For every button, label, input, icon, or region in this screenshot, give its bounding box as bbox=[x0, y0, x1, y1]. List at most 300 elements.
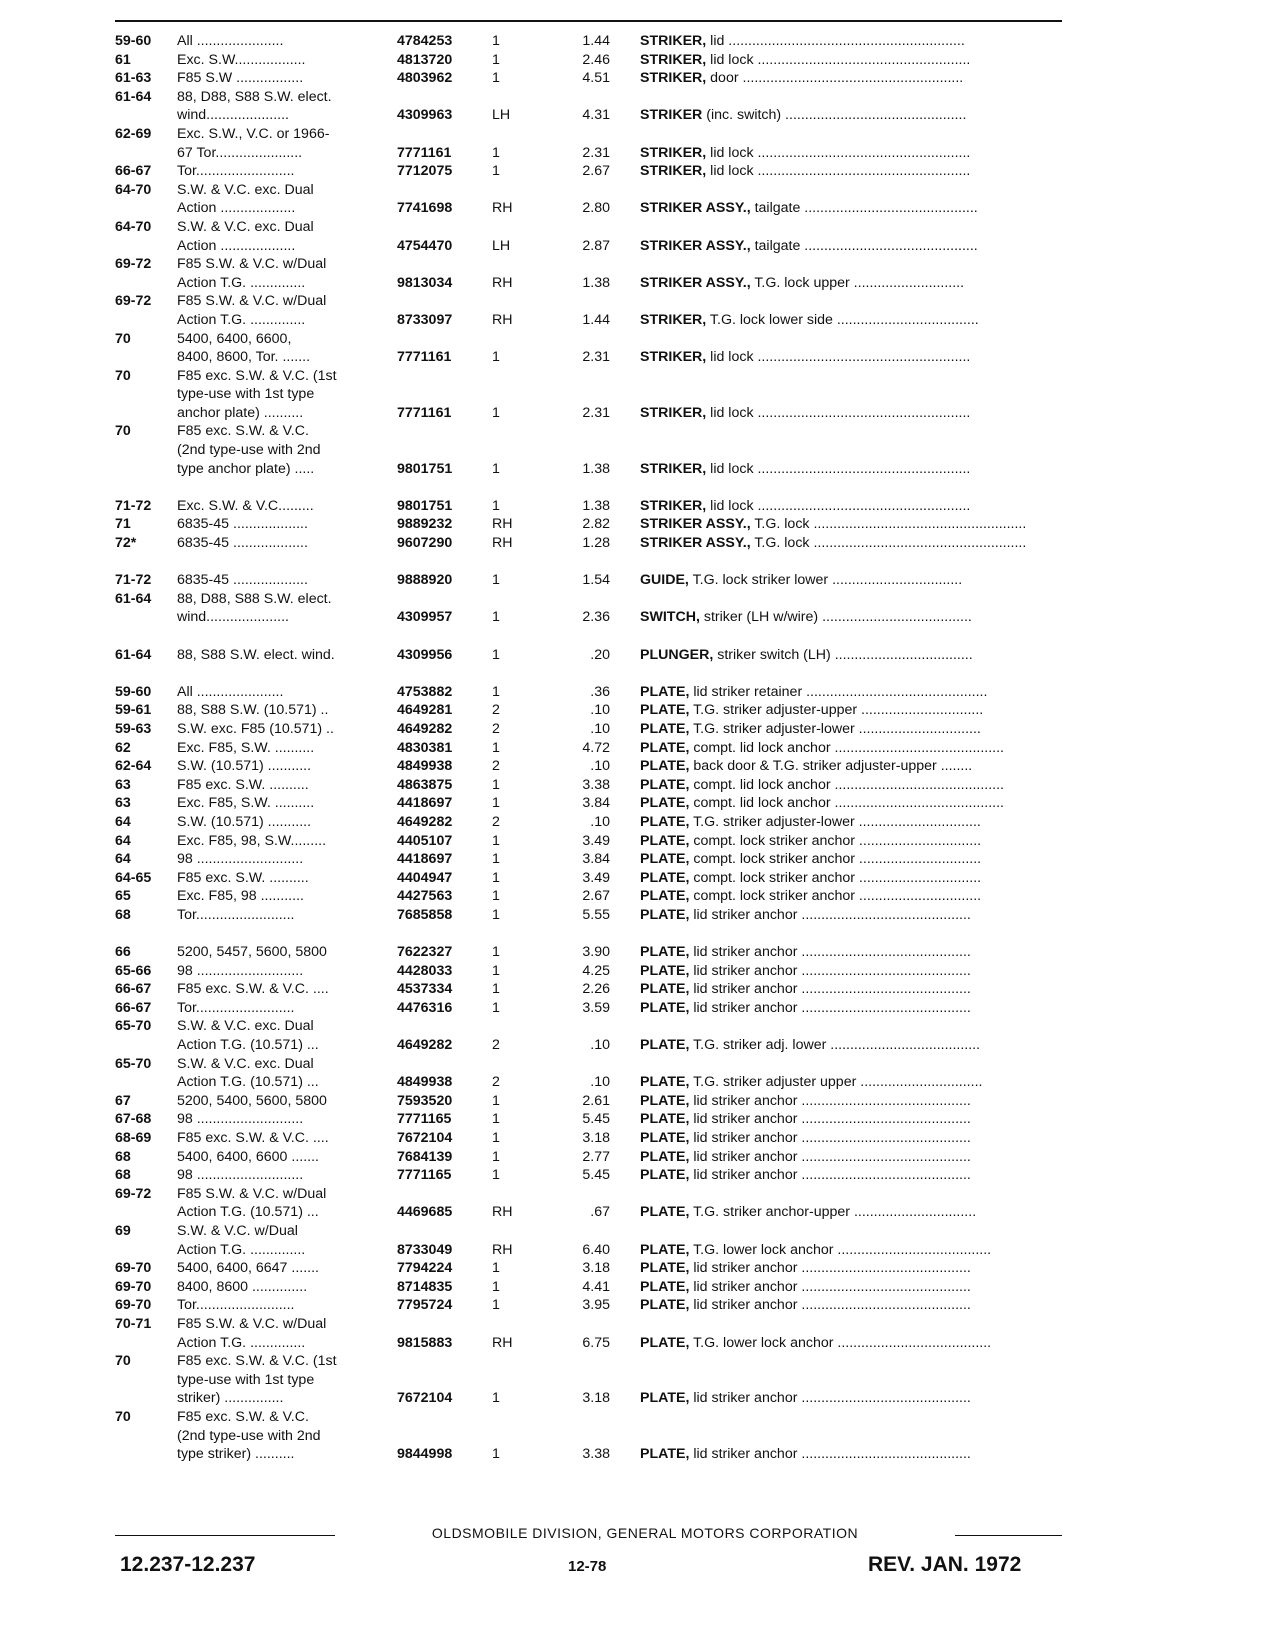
year-cell: 67-68 bbox=[115, 1111, 152, 1128]
description-cell bbox=[640, 1278, 1070, 1297]
part-name: STRIKER, bbox=[640, 497, 707, 514]
price-cell: .36 bbox=[590, 683, 610, 700]
model-cell: (2nd type-use with 2nd bbox=[177, 442, 321, 459]
revision-date: REV. JAN. 1972 bbox=[868, 1553, 1022, 1576]
year-cell: 70 bbox=[115, 330, 131, 347]
table-row bbox=[115, 1334, 1070, 1353]
part-number-cell: 8733097 bbox=[397, 311, 453, 328]
part-number-cell: 7794224 bbox=[397, 1260, 453, 1277]
table-row bbox=[115, 1408, 1070, 1427]
footer-rule-left bbox=[115, 1535, 335, 1536]
quantity-cell: 2 bbox=[492, 813, 500, 830]
model-cell: Exc. F85, S.W. .......... bbox=[177, 739, 315, 756]
model-cell: type-use with 1st type bbox=[177, 386, 315, 403]
table-row bbox=[115, 515, 1070, 534]
price-cell: 2.31 bbox=[582, 349, 610, 366]
model-cell: All ...................... bbox=[177, 683, 284, 700]
model-cell: Action T.G. .............. bbox=[177, 311, 306, 328]
quantity-cell: 1 bbox=[492, 1111, 500, 1128]
description-cell bbox=[640, 274, 1070, 293]
part-description: lid striker anchor ........................................... bbox=[693, 1130, 971, 1147]
description-cell bbox=[640, 106, 1070, 125]
model-cell: Tor......................... bbox=[177, 163, 295, 180]
page-number: 12-78 bbox=[568, 1558, 607, 1575]
model-cell: Exc. F85, 98, S.W......... bbox=[177, 832, 327, 849]
part-number-cell: 7771161 bbox=[397, 349, 452, 366]
part-number-cell: 7741698 bbox=[397, 200, 453, 217]
quantity-cell: 1 bbox=[492, 163, 500, 180]
table-row bbox=[115, 1427, 1070, 1446]
model-cell: S.W. (10.571) ........... bbox=[177, 813, 312, 830]
part-number-cell: 4753882 bbox=[397, 683, 453, 700]
description-cell bbox=[640, 237, 1070, 256]
description-cell bbox=[640, 1148, 1070, 1167]
table-row bbox=[115, 255, 1070, 274]
quantity-cell: 2 bbox=[492, 720, 500, 737]
table-row bbox=[115, 144, 1070, 163]
part-name: PLATE, bbox=[640, 1092, 690, 1109]
price-cell: 4.31 bbox=[582, 107, 610, 124]
table-row bbox=[115, 980, 1070, 999]
price-cell: 2.80 bbox=[582, 200, 610, 217]
price-cell: 3.49 bbox=[582, 832, 610, 849]
table-row bbox=[115, 1166, 1070, 1185]
model-cell: F85 exc. S.W. & V.C. .... bbox=[177, 981, 329, 998]
description-cell bbox=[640, 1129, 1070, 1148]
description-cell bbox=[640, 962, 1070, 981]
description-cell bbox=[640, 850, 1070, 869]
year-cell: 59-60 bbox=[115, 683, 152, 700]
part-name: STRIKER bbox=[640, 107, 703, 124]
price-cell: 3.18 bbox=[582, 1390, 610, 1407]
table-row bbox=[115, 88, 1070, 107]
part-name: PLATE, bbox=[640, 869, 690, 886]
description-cell bbox=[640, 776, 1070, 795]
model-cell: 88, D88, S88 S.W. elect. bbox=[177, 590, 332, 607]
quantity-cell: LH bbox=[492, 237, 511, 254]
table-row bbox=[115, 943, 1070, 962]
table-row bbox=[115, 1110, 1070, 1129]
year-cell: 68 bbox=[115, 1148, 131, 1165]
quantity-cell: RH bbox=[492, 516, 513, 533]
model-cell: 5400, 6400, 6600 ....... bbox=[177, 1148, 319, 1165]
table-row bbox=[115, 608, 1070, 627]
part-name: PLATE, bbox=[640, 1111, 690, 1128]
part-description: striker switch (LH) ................................... bbox=[717, 646, 973, 663]
model-cell: Action ................... bbox=[177, 200, 296, 217]
part-description: T.G. lower lock anchor ....................................... bbox=[693, 1241, 992, 1258]
table-row bbox=[115, 534, 1070, 553]
model-cell: Action T.G. .............. bbox=[177, 1334, 306, 1351]
quantity-cell: 1 bbox=[492, 33, 500, 49]
part-name: STRIKER ASSY., bbox=[640, 535, 751, 552]
table-row bbox=[115, 850, 1070, 869]
table-row bbox=[115, 1203, 1070, 1222]
quantity-cell: LH bbox=[492, 107, 511, 124]
price-cell: 3.59 bbox=[582, 999, 610, 1016]
description-cell bbox=[640, 1203, 1070, 1222]
description-cell bbox=[640, 515, 1070, 534]
part-number-cell: 4309956 bbox=[397, 646, 453, 663]
quantity-cell: 1 bbox=[492, 1167, 500, 1184]
model-cell: Action T.G. (10.571) ... bbox=[177, 1037, 319, 1054]
part-description: tailgate ............................................ bbox=[754, 200, 978, 217]
table-row bbox=[115, 590, 1070, 609]
table-row bbox=[115, 237, 1070, 256]
part-number-cell: 4405107 bbox=[397, 832, 453, 849]
part-description: lid striker anchor ........................................... bbox=[693, 1297, 971, 1314]
part-description: lid lock ...................................................... bbox=[710, 404, 971, 421]
quantity-cell: 1 bbox=[492, 869, 500, 886]
part-name: PLATE, bbox=[640, 1037, 690, 1054]
quantity-cell: RH bbox=[492, 200, 513, 217]
part-number-cell: 4863875 bbox=[397, 776, 453, 793]
table-row bbox=[115, 683, 1070, 702]
description-cell bbox=[640, 720, 1070, 739]
description-cell bbox=[640, 51, 1070, 70]
part-number-cell: 4469685 bbox=[397, 1204, 453, 1221]
quantity-cell: 1 bbox=[492, 1390, 500, 1407]
year-cell: 61 bbox=[115, 51, 131, 68]
table-row bbox=[115, 1055, 1070, 1074]
quantity-cell: 1 bbox=[492, 404, 500, 421]
model-cell: 5200, 5400, 5600, 5800 bbox=[177, 1092, 327, 1109]
part-name: PLATE, bbox=[640, 1167, 690, 1184]
part-description: lid striker anchor ........................................... bbox=[693, 981, 971, 998]
description-cell bbox=[640, 1259, 1070, 1278]
quantity-cell: 2 bbox=[492, 758, 500, 775]
quantity-cell: 1 bbox=[492, 962, 500, 979]
footer-rule-right bbox=[955, 1535, 1062, 1536]
table-row bbox=[115, 367, 1070, 386]
price-cell: .10 bbox=[590, 702, 610, 719]
year-cell: 69-70 bbox=[115, 1297, 152, 1314]
model-cell: F85 S.W. & V.C. w/Dual bbox=[177, 1185, 327, 1202]
model-cell: S.W. & V.C. exc. Dual bbox=[177, 1018, 314, 1035]
year-cell: 70 bbox=[115, 367, 131, 384]
table-row bbox=[115, 292, 1070, 311]
year-cell: 66-67 bbox=[115, 981, 152, 998]
part-name: PLATE, bbox=[640, 981, 690, 998]
table-row bbox=[115, 1017, 1070, 1036]
part-description: (inc. switch) .............................................. bbox=[706, 107, 967, 124]
price-cell: 6.75 bbox=[582, 1334, 610, 1351]
part-description: lid lock ...................................................... bbox=[710, 144, 971, 161]
description-cell bbox=[640, 683, 1070, 702]
part-description: T.G. striker adjuster-upper ............................... bbox=[693, 702, 984, 719]
quantity-cell: 1 bbox=[492, 349, 500, 366]
table-row bbox=[115, 460, 1070, 479]
part-number-cell: 7622327 bbox=[397, 944, 453, 961]
year-cell: 65-66 bbox=[115, 962, 152, 979]
part-description: T.G. lock lower side .................................... bbox=[709, 311, 979, 328]
description-cell bbox=[640, 1166, 1070, 1185]
year-cell: 70-71 bbox=[115, 1315, 152, 1332]
part-number-cell: 7593520 bbox=[397, 1092, 453, 1109]
quantity-cell: 1 bbox=[492, 1260, 500, 1277]
part-description: lid striker anchor ........................................... bbox=[693, 944, 971, 961]
quantity-cell: 1 bbox=[492, 851, 500, 868]
price-cell: 2.82 bbox=[582, 516, 610, 533]
model-cell: S.W. & V.C. exc. Dual bbox=[177, 218, 314, 235]
part-name: STRIKER, bbox=[640, 460, 707, 477]
table-row bbox=[115, 1278, 1070, 1297]
year-cell: 63 bbox=[115, 795, 131, 812]
price-cell: .10 bbox=[590, 720, 610, 737]
part-number-cell: 7672104 bbox=[397, 1390, 453, 1407]
part-number-cell: 7795724 bbox=[397, 1297, 453, 1314]
part-description: tailgate ............................................ bbox=[754, 237, 978, 254]
price-cell: 1.54 bbox=[582, 572, 610, 589]
part-name: STRIKER ASSY., bbox=[640, 516, 751, 533]
model-cell: 6835-45 ................... bbox=[177, 535, 308, 552]
top-rule bbox=[115, 20, 1062, 22]
table-row bbox=[115, 497, 1070, 516]
model-cell: 8400, 8600, Tor. ....... bbox=[177, 349, 311, 366]
model-cell: Exc. S.W. & V.C......... bbox=[177, 497, 314, 514]
description-cell bbox=[640, 739, 1070, 758]
part-name: PLATE, bbox=[640, 1130, 690, 1147]
footer-division: OLDSMOBILE DIVISION, GENERAL MOTORS CORPORATION bbox=[335, 1525, 955, 1541]
part-number-cell: 4404947 bbox=[397, 869, 453, 886]
part-name: STRIKER ASSY., bbox=[640, 274, 751, 291]
year-cell: 66-67 bbox=[115, 999, 152, 1016]
year-cell: 59-60 bbox=[115, 33, 152, 49]
price-cell: .10 bbox=[590, 813, 610, 830]
table-row bbox=[115, 69, 1070, 88]
description-cell bbox=[640, 608, 1070, 627]
model-cell: S.W. exc. F85 (10.571) .. bbox=[177, 720, 334, 737]
part-description: lid striker retainer .............................................. bbox=[693, 683, 988, 700]
part-name: PLATE, bbox=[640, 776, 690, 793]
table-row bbox=[115, 32, 1070, 51]
price-cell: 1.44 bbox=[582, 311, 610, 328]
quantity-cell: 1 bbox=[492, 795, 500, 812]
model-cell: type anchor plate) ..... bbox=[177, 460, 315, 477]
model-cell: F85 exc. S.W. .......... bbox=[177, 776, 309, 793]
part-description: compt. lock striker anchor ............................... bbox=[693, 851, 982, 868]
year-cell: 72* bbox=[115, 535, 137, 552]
description-cell bbox=[640, 1389, 1070, 1408]
part-number-cell: 9801751 bbox=[397, 497, 453, 514]
part-name: PLATE, bbox=[640, 795, 690, 812]
model-cell: 5400, 6400, 6647 ....... bbox=[177, 1260, 319, 1277]
part-name: PLUNGER, bbox=[640, 646, 714, 663]
table-row bbox=[115, 571, 1070, 590]
description-cell bbox=[640, 199, 1070, 218]
year-cell: 61-63 bbox=[115, 70, 152, 87]
price-cell: 2.36 bbox=[582, 609, 610, 626]
part-name: SWITCH, bbox=[640, 609, 700, 626]
price-cell: 5.45 bbox=[582, 1167, 610, 1184]
year-cell: 64-70 bbox=[115, 181, 152, 198]
price-cell: 3.84 bbox=[582, 795, 610, 812]
part-description: lid lock ...................................................... bbox=[710, 51, 971, 68]
price-cell: 2.61 bbox=[582, 1092, 610, 1109]
price-cell: 3.95 bbox=[582, 1297, 610, 1314]
model-cell: S.W. & V.C. exc. Dual bbox=[177, 181, 314, 198]
description-cell bbox=[640, 701, 1070, 720]
table-row bbox=[115, 311, 1070, 330]
part-number-cell: 9844998 bbox=[397, 1446, 453, 1463]
year-cell: 61-64 bbox=[115, 88, 152, 105]
quantity-cell: 1 bbox=[492, 981, 500, 998]
model-cell: 8400, 8600 .............. bbox=[177, 1278, 308, 1295]
year-cell: 62-69 bbox=[115, 125, 152, 142]
table-row bbox=[115, 51, 1070, 70]
quantity-cell: 2 bbox=[492, 702, 500, 719]
part-description: back door & T.G. striker adjuster-upper ........ bbox=[693, 758, 973, 775]
quantity-cell: 1 bbox=[492, 51, 500, 68]
price-cell: .10 bbox=[590, 1037, 610, 1054]
price-cell: .20 bbox=[590, 646, 610, 663]
model-cell: type-use with 1st type bbox=[177, 1371, 315, 1388]
model-cell: F85 exc. S.W. & V.C. bbox=[177, 1408, 309, 1425]
description-cell bbox=[640, 1092, 1070, 1111]
table-row bbox=[115, 757, 1070, 776]
part-description: lid striker anchor ........................................... bbox=[693, 906, 971, 923]
price-cell: 1.44 bbox=[582, 33, 610, 49]
price-cell: 4.72 bbox=[582, 739, 610, 756]
part-number-cell: 9889232 bbox=[397, 516, 453, 533]
part-description: lid striker anchor ........................................... bbox=[693, 1148, 971, 1165]
model-cell: 6835-45 ................... bbox=[177, 516, 308, 533]
part-number-cell: 9815883 bbox=[397, 1334, 453, 1351]
part-description: door ........................................................ bbox=[710, 70, 964, 87]
part-name: PLATE, bbox=[640, 1390, 690, 1407]
part-name: PLATE, bbox=[640, 1148, 690, 1165]
year-cell: 68 bbox=[115, 1167, 131, 1184]
part-number-cell: 4803962 bbox=[397, 70, 453, 87]
model-cell: 5200, 5457, 5600, 5800 bbox=[177, 944, 327, 961]
model-cell: F85 exc. S.W. & V.C. .... bbox=[177, 1130, 329, 1147]
part-number-cell: 9801751 bbox=[397, 460, 453, 477]
description-cell bbox=[640, 144, 1070, 163]
part-number-cell: 4849938 bbox=[397, 758, 453, 775]
model-cell: Exc. F85, S.W. .......... bbox=[177, 795, 315, 812]
part-name: PLATE, bbox=[640, 702, 690, 719]
part-description: lid striker anchor ........................................... bbox=[693, 962, 971, 979]
table-row bbox=[115, 999, 1070, 1018]
part-description: compt. lid lock anchor ........................................... bbox=[693, 739, 1005, 756]
model-cell: F85 exc. S.W. .......... bbox=[177, 869, 309, 886]
description-cell bbox=[640, 943, 1070, 962]
table-row bbox=[115, 1073, 1070, 1092]
description-cell bbox=[640, 1296, 1070, 1315]
description-cell bbox=[640, 794, 1070, 813]
part-description: T.G. lock striker lower ................................. bbox=[692, 572, 963, 589]
price-cell: 3.84 bbox=[582, 851, 610, 868]
model-cell: Action T.G. (10.571) ... bbox=[177, 1204, 319, 1221]
part-number-cell: 4813720 bbox=[397, 51, 453, 68]
quantity-cell: RH bbox=[492, 1334, 513, 1351]
price-cell: 2.67 bbox=[582, 163, 610, 180]
year-cell: 62 bbox=[115, 739, 131, 756]
model-cell: F85 exc. S.W. & V.C. (1st bbox=[177, 367, 337, 384]
quantity-cell: 2 bbox=[492, 1037, 500, 1054]
table-row bbox=[115, 739, 1070, 758]
price-cell: 3.38 bbox=[582, 1446, 610, 1463]
part-name: STRIKER, bbox=[640, 144, 707, 161]
description-cell bbox=[640, 1445, 1070, 1464]
description-cell bbox=[640, 646, 1070, 665]
year-cell: 63 bbox=[115, 776, 131, 793]
price-cell: 4.51 bbox=[582, 70, 610, 87]
model-cell: 88, S88 S.W. (10.571) .. bbox=[177, 702, 329, 719]
part-number-cell: 4784253 bbox=[397, 33, 453, 49]
model-cell: F85 S.W. & V.C. w/Dual bbox=[177, 256, 327, 273]
part-number-cell: 4309963 bbox=[397, 107, 453, 124]
price-cell: 2.46 bbox=[582, 51, 610, 68]
part-name: PLATE, bbox=[640, 683, 690, 700]
part-number-cell: 8733049 bbox=[397, 1241, 453, 1258]
quantity-cell: RH bbox=[492, 274, 513, 291]
year-cell: 62-64 bbox=[115, 758, 152, 775]
part-description: T.G. striker adjuster-lower ............................... bbox=[693, 813, 981, 830]
price-cell: 3.90 bbox=[582, 944, 610, 961]
part-name: STRIKER, bbox=[640, 51, 707, 68]
year-cell: 64-65 bbox=[115, 869, 152, 886]
quantity-cell: 1 bbox=[492, 1092, 500, 1109]
description-cell bbox=[640, 571, 1070, 590]
description-cell bbox=[640, 32, 1070, 51]
part-description: T.G. lock upper ............................ bbox=[754, 274, 965, 291]
year-cell: 68-69 bbox=[115, 1130, 152, 1147]
table-row bbox=[115, 218, 1070, 237]
year-cell: 66-67 bbox=[115, 163, 152, 180]
table-row bbox=[115, 1371, 1070, 1390]
description-cell bbox=[640, 887, 1070, 906]
model-cell: Exc. S.W., V.C. or 1966- bbox=[177, 125, 330, 142]
year-cell: 65 bbox=[115, 888, 131, 905]
model-cell: type striker) .......... bbox=[177, 1446, 295, 1463]
year-cell: 69-72 bbox=[115, 293, 152, 310]
table-row bbox=[115, 1148, 1070, 1167]
part-name: PLATE, bbox=[640, 888, 690, 905]
group-number: 12.237-12.237 bbox=[120, 1553, 256, 1576]
model-cell: 5400, 6400, 6600, bbox=[177, 330, 292, 347]
part-description: lid striker anchor ........................................... bbox=[693, 1278, 971, 1295]
model-cell: 98 ........................... bbox=[177, 1111, 304, 1128]
model-cell: 88, S88 S.W. elect. wind. bbox=[177, 646, 335, 663]
description-cell bbox=[640, 1073, 1070, 1092]
table-row bbox=[115, 404, 1070, 423]
model-cell: F85 exc. S.W. & V.C. (1st bbox=[177, 1353, 337, 1370]
model-cell: F85 S.W. & V.C. w/Dual bbox=[177, 1315, 327, 1332]
table-row bbox=[115, 1036, 1070, 1055]
part-number-cell: 4649281 bbox=[397, 702, 453, 719]
part-number-cell: 9607290 bbox=[397, 535, 453, 552]
model-cell: Exc. S.W.................. bbox=[177, 51, 306, 68]
description-cell bbox=[640, 906, 1070, 925]
quantity-cell: 1 bbox=[492, 609, 500, 626]
quantity-cell: 1 bbox=[492, 944, 500, 961]
quantity-cell: RH bbox=[492, 1241, 513, 1258]
part-number-cell: 9813034 bbox=[397, 274, 453, 291]
price-cell: 3.38 bbox=[582, 776, 610, 793]
part-name: PLATE, bbox=[640, 1074, 690, 1091]
part-name: PLATE, bbox=[640, 832, 690, 849]
part-name: STRIKER, bbox=[640, 163, 707, 180]
part-description: lid striker anchor ........................................... bbox=[693, 1260, 971, 1277]
part-name: STRIKER, bbox=[640, 70, 707, 87]
model-cell: 98 ........................... bbox=[177, 962, 304, 979]
part-description: lid lock ...................................................... bbox=[710, 163, 971, 180]
part-description: T.G. lower lock anchor ....................................... bbox=[693, 1334, 992, 1351]
description-cell bbox=[640, 999, 1070, 1018]
part-number-cell: 4649282 bbox=[397, 720, 453, 737]
table-row bbox=[115, 1389, 1070, 1408]
